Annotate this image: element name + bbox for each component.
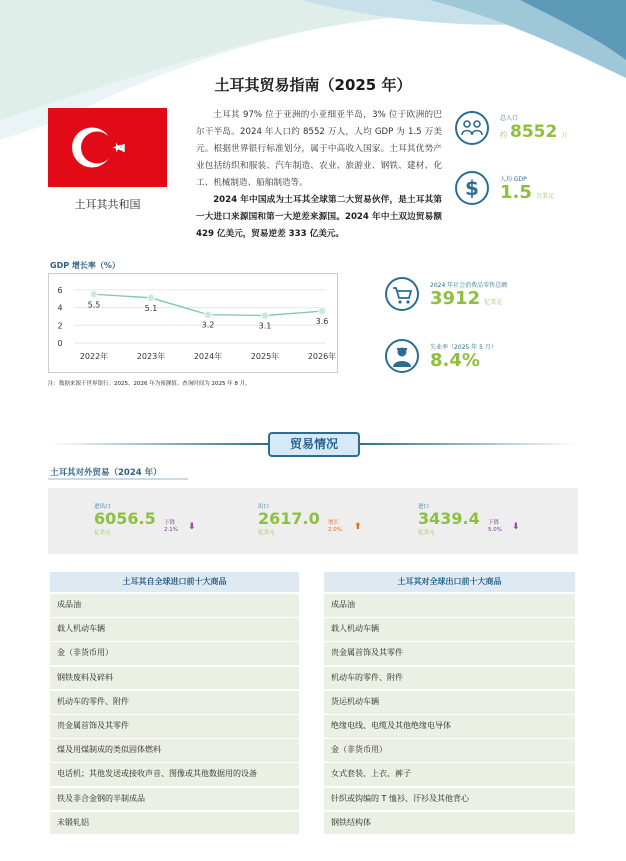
list-item: 成品油 [324, 594, 575, 617]
gdp-growth-chart [48, 273, 338, 373]
page-title: 土耳其贸易指南（2025 年） [214, 76, 412, 94]
exports-table [324, 572, 575, 836]
stat-retail-label: 2024 年社会消费品零售总额 [430, 282, 508, 289]
list-item: 贵金属首饰及其零件 [50, 715, 299, 738]
stat-retail-sales [384, 276, 584, 316]
stat-population-label: 总人口 [500, 115, 519, 122]
trade-import: 进口 3439.4 亿美元 [418, 504, 480, 536]
list-item: 针织或钩编的 T 恤衫、汗衫及其他背心 [324, 788, 575, 811]
stat-unemployment-label: 失业率（2025 年 5 月） [430, 344, 497, 351]
y-tick-label: 6 [57, 285, 63, 295]
trade-subtitle-underline [48, 478, 188, 480]
stat-gdp-label: 人均 GDP [500, 176, 527, 183]
stat-population [454, 110, 584, 150]
trade-total-change: 下降 2.1% [164, 520, 178, 533]
trade-total-value: 6056.5 [94, 509, 156, 528]
x-tick-label: 2022年 [79, 352, 109, 361]
intro-text [196, 107, 442, 243]
trade-subtitle: 土耳其对外贸易（2024 年） [50, 468, 162, 478]
stat-gdp-per-capita [454, 170, 584, 210]
list-item: 钢铁结构体 [324, 812, 575, 835]
y-tick-label: 0 [57, 339, 63, 348]
turkey-flag [48, 108, 167, 187]
trade-import-change: 下降 5.0% [488, 520, 502, 533]
list-item: 电话机；其他发送或接收声音、图像或其他数据用的设备 [50, 763, 299, 786]
cart-icon [384, 276, 420, 312]
list-item: 女式套装、上衣、裤子 [324, 763, 575, 786]
data-point [261, 312, 268, 319]
svg-text:$: $ [465, 176, 479, 200]
intro-paragraph: 土耳其 97% 位于亚洲的小亚细亚半岛，3% 位于欧洲的巴尔干半岛。2024 年人口约 8552 万人，人均 GDP 为 1.5 万美元。根据世界银行标准划分，属于中高收入国家。土耳其优势产业包括纺织和服装、汽车制造、农业、旅游业、钢铁、建材、化工、机械制造、船舶制造等。 [196, 110, 442, 188]
list-item: 机动车的零件、附件 [50, 691, 299, 714]
exports-table-title: 土耳其对全球出口前十大商品 [324, 572, 575, 592]
data-point [204, 311, 211, 318]
dollar-icon [454, 170, 490, 206]
trade-export-change: 增长 2.0% [328, 520, 342, 533]
data-label: 5.1 [144, 303, 158, 313]
x-tick-label: 2026年 [307, 352, 337, 361]
imports-table-title: 土耳其自全球进口前十大商品 [50, 572, 299, 592]
stat-unemployment [384, 338, 584, 378]
data-point [90, 291, 97, 298]
banner-line-left [48, 443, 268, 445]
intro-paragraph-highlight: 2024 年中国成为土耳其全球第二大贸易伙伴，是土耳其第一大进口来源国和第一大逆差来源国。2024 年中土双边贸易额 429 亿美元，贸易逆差 333 亿美元。 [196, 195, 442, 239]
stat-unemployment-value: 8.4% [430, 350, 480, 371]
people-icon [454, 110, 490, 146]
stat-retail-value: 3912 亿美元 [430, 288, 503, 309]
country-name: 土耳其共和国 [74, 198, 141, 211]
section-title-trade: 贸易情况 [268, 432, 360, 457]
x-tick-label: 2025年 [250, 352, 280, 361]
list-item: 成品油 [50, 594, 299, 617]
x-tick-label: 2023年 [136, 352, 166, 361]
imports-table [50, 572, 299, 836]
stat-gdp-value: 1.5 万美元 [500, 182, 554, 203]
list-item: 金（非货币用） [50, 642, 299, 665]
list-item: 货运机动车辆 [324, 691, 575, 714]
data-point [147, 294, 154, 301]
arrow-up-icon: ⬆ [354, 522, 362, 532]
list-item: 机动车的零件、附件 [324, 667, 575, 690]
x-tick-label: 2024年 [193, 352, 223, 361]
data-label: 5.5 [87, 300, 101, 310]
arrow-down-icon: ⬇ [188, 522, 196, 532]
list-item: 未锻轧铝 [50, 812, 299, 835]
gdp-chart-title: GDP 增长率（%） [50, 261, 120, 270]
list-item: 绝缘电线、电缆及其他绝缘电导体 [324, 715, 575, 738]
list-item: 载人机动车辆 [50, 618, 299, 641]
data-source-note: 注：数据来源于世界银行。2025、2026 年为预测值。查询时间为 2025 年 8 月。 [48, 381, 251, 387]
list-item: 煤及用煤制成的类似固体燃料 [50, 739, 299, 762]
data-label: 3.1 [258, 321, 272, 331]
list-item: 金（非货币用） [324, 739, 575, 762]
trade-export: 出口 2617.0 亿美元 [258, 504, 320, 536]
data-point [318, 308, 325, 315]
arrow-down-icon: ⬇ [512, 522, 520, 532]
trade-summary [48, 488, 578, 554]
banner-line-right [360, 443, 578, 445]
worker-icon [384, 338, 420, 374]
y-tick-label: 2 [57, 321, 63, 331]
data-label: 3.2 [201, 320, 215, 330]
trade-import-value: 3439.4 [418, 509, 480, 528]
y-tick-label: 4 [57, 303, 63, 313]
data-label: 3.6 [315, 317, 329, 327]
list-item: 贵金属首饰及其零件 [324, 642, 575, 665]
list-item: 载人机动车辆 [324, 618, 575, 641]
stat-population-value: 约 8552 万 [500, 122, 568, 142]
list-item: 钢铁废料及碎料 [50, 667, 299, 690]
trade-export-value: 2617.0 [258, 509, 320, 528]
trade-total: 进出口 6056.5 亿美元 [94, 504, 156, 536]
list-item: 铁及非合金钢的半制成品 [50, 788, 299, 811]
